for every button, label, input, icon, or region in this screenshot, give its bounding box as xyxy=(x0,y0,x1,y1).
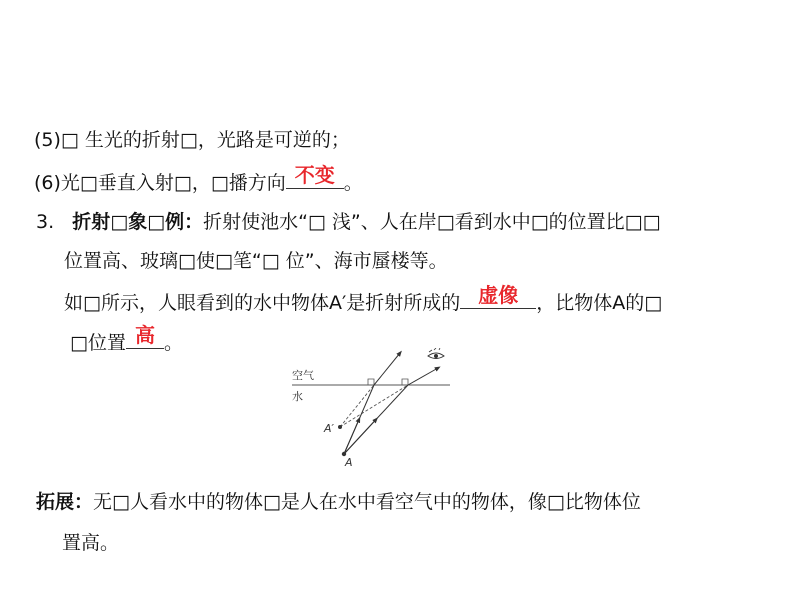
eye-icon xyxy=(428,348,444,359)
normal-mark-1 xyxy=(368,379,374,385)
section-3-line-1 xyxy=(36,209,661,235)
extension-line-1 xyxy=(36,489,641,515)
section-3-line-3-text: 如□所示，人眼看到的水中物体A′是折射所成的 xyxy=(64,292,461,314)
virtual-ray-2 xyxy=(340,385,408,427)
item-6-blank xyxy=(286,163,344,189)
section-3-line-1-text: 折射使池水“□ 浅”、人在岸□看到水中□的位置比□□ xyxy=(203,211,661,233)
item-6-text: (6)光□垂直入射□，□播方向 xyxy=(34,172,286,194)
point-a-prime xyxy=(338,425,342,429)
extension-line-2: 置高。 xyxy=(62,532,120,554)
label-water: 水 xyxy=(292,390,303,403)
section-3-title: 折射□象□例： xyxy=(72,211,204,233)
air-ray-2 xyxy=(408,368,438,385)
label-air: 空气 xyxy=(292,369,314,382)
section-3-answer-virtual-image: 虚像 xyxy=(478,283,519,307)
extension-title: 拓展： xyxy=(36,491,94,513)
air-ray-1 xyxy=(374,353,400,385)
item-5-text: (5)□ 生光的折射□，光路是可逆的； xyxy=(34,129,350,151)
item-6 xyxy=(34,163,363,196)
extension-line-1-text: 无□人看水中的物体□是人在水中看空气中的物体，像□比物体位 xyxy=(93,491,641,513)
label-a: A xyxy=(345,456,353,469)
section-3-number: 3. xyxy=(36,211,55,233)
section-3-line-4-text: □位置 xyxy=(70,332,126,354)
section-3-line-3 xyxy=(64,283,663,316)
section-3-blank-virtual-image xyxy=(460,283,536,309)
water-ray-2-arrow xyxy=(344,420,376,455)
section-3-answer-higher: 高 xyxy=(134,323,155,347)
virtual-ray-1 xyxy=(340,385,374,427)
section-3-line-4-suffix: 。 xyxy=(163,332,183,354)
section-3-blank-higher xyxy=(126,323,164,349)
section-3-line-3-suffix: ，比物体A的□ xyxy=(536,292,663,314)
water-ray-1-arrow xyxy=(344,420,359,455)
refraction-diagram xyxy=(288,348,458,470)
item-6-suffix: 。 xyxy=(343,172,363,194)
item-6-answer: 不变 xyxy=(294,163,335,187)
normal-mark-2 xyxy=(402,379,408,385)
label-a-prime: A′ xyxy=(324,422,335,435)
section-3-line-4 xyxy=(70,323,183,356)
section-3-line-2: 位置高、玻璃□使□笔“□ 位”、海市蜃楼等。 xyxy=(64,250,448,272)
